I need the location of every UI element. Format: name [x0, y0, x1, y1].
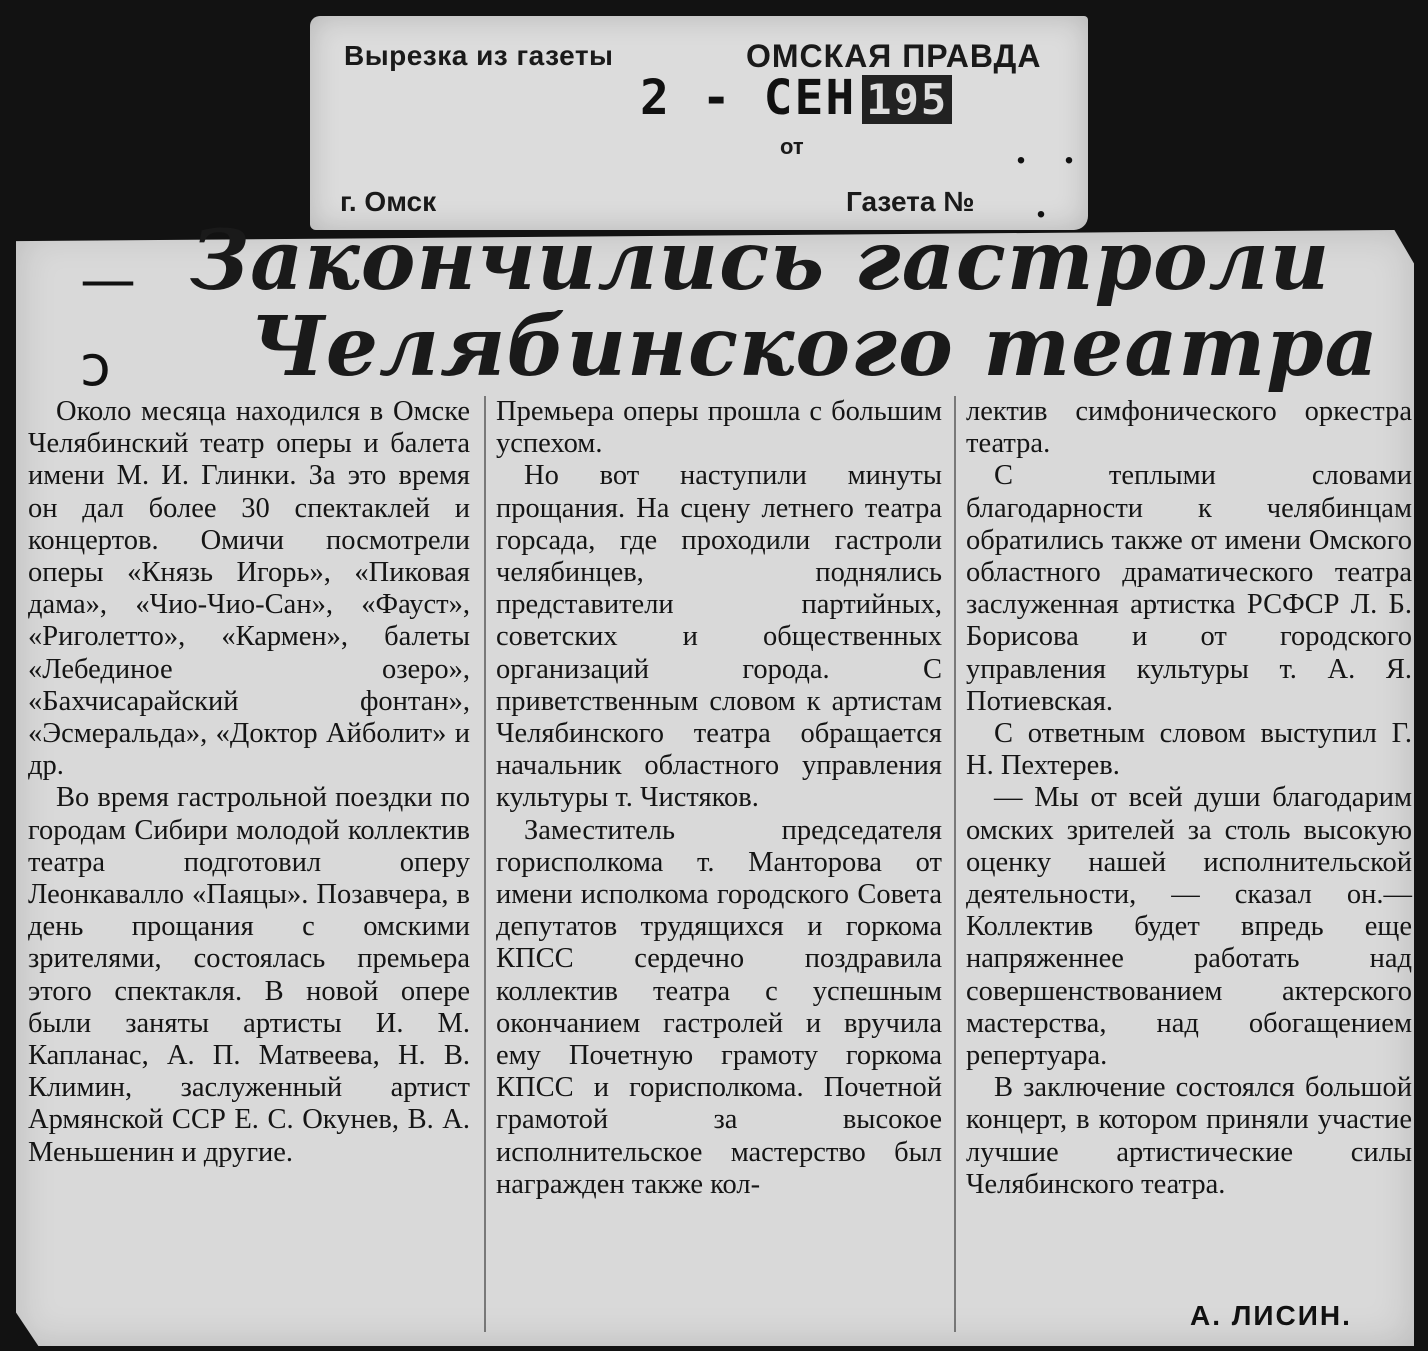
paragraph: Заместитель председателя горисполкома т. Манторова от имени исполкома городского Совета депутатов трудящихся и горкома КПСС сердечно поздравила коллектив театра с успешным окончанием гастролей и вручила ему Почетную грамоту горкома КПСС и горисполкома. Почетной грамотой за высокое исполнительское мастерство был награжден также кол-	[496, 814, 942, 1200]
date-stamp	[640, 70, 952, 126]
column-rule	[954, 396, 956, 1332]
stamp-year: 195	[862, 75, 952, 124]
article-headline	[190, 213, 1379, 395]
paragraph: Около месяца находился в Омске Челябинский театр оперы и балета имени М. И. Глинки. За это время он дал более 30 спектаклей и концертов. Омичи посмотрели оперы «Князь Игорь», «Пиковая дама», «Чио-Чио-Сан», «Фауст», «Риголетто», «Кармен», балеты «Лебединое озеро», «Бахчисарайский фонтан», «Эсмеральда», «Доктор Айболит» и др.	[28, 396, 470, 782]
paragraph: лектив симфонического оркестра театра.	[966, 396, 1412, 460]
margin-mark-hook: ↄ	[80, 334, 111, 399]
margin-marks	[80, 238, 136, 410]
stamp-date: 2 - СЕН	[640, 70, 857, 126]
from-label: от	[780, 134, 804, 159]
headline-line2: Челябинского театра	[250, 299, 1379, 395]
margin-mark-dash: —	[80, 248, 136, 313]
article-author: А. ЛИСИН.	[1190, 1300, 1352, 1331]
newspaper-name: ОМСКАЯ ПРАВДА	[746, 38, 1042, 74]
cut-from-label: Вырезка из газеты	[344, 40, 614, 71]
paragraph: — Мы от всей души благодарим омских зрителей за столь высокую оценку нашей исполнительской деятельности, — сказал он.— Коллектив будет впредь еще напряженнее работать над совершенствованием актерского мастерства, над обогащением репертуара.	[966, 782, 1412, 1072]
column-rule	[484, 396, 486, 1332]
headline-line1: Закончились гастроли	[190, 213, 1331, 309]
article-column-3	[966, 396, 1412, 1201]
paragraph: С теплыми словами благодарности к челябинцам обратились также от имени Омского областного драматического театра заслуженная артистка РСФСР Л. Б. Борисова и от городского управления культуры т. А. Я. Потиевская.	[966, 460, 1412, 717]
article-column-1	[28, 396, 470, 1169]
paragraph: С ответным словом выступил Г. Н. Пехтерев.	[966, 718, 1412, 782]
paragraph: Премьера оперы прошла с большим успехом.	[496, 396, 942, 460]
issue-label: Газета №	[846, 186, 975, 217]
paragraph: Но вот наступили минуты прощания. На сцену летнего театра горсада, где проходили гастроли челябинцев, поднялись представители партийных, советских и общественных организаций города. С приветственным словом к артистам Челябинского театра обращается начальник областного управления культуры т. Чистяков.	[496, 460, 942, 814]
paragraph: В заключение состоялся большой концерт, в котором приняли участие лучшие артистические силы Челябинского театра.	[966, 1072, 1412, 1200]
issue-dot: .	[1036, 181, 1046, 226]
city-label: г. Омск	[340, 186, 437, 217]
paragraph: Во время гастрольной поездки по городам Сибири молодой коллектив театра подготовил оперу Леонкавалло «Паяцы». Позавчера, в день прощания с омскими зрителями, состоялась премьера этого спектакля. В новой опере были заняты артисты И. М. Капланас, А. П. Матвеева, Н. В. Климин, заслуженный артист Армянской ССР Е. С. Окунев, В. А. Меньшенин и другие.	[28, 782, 470, 1168]
article-column-2	[496, 396, 942, 1201]
clipping-label-card	[310, 16, 1088, 230]
date-dots: . .	[1016, 127, 1088, 172]
